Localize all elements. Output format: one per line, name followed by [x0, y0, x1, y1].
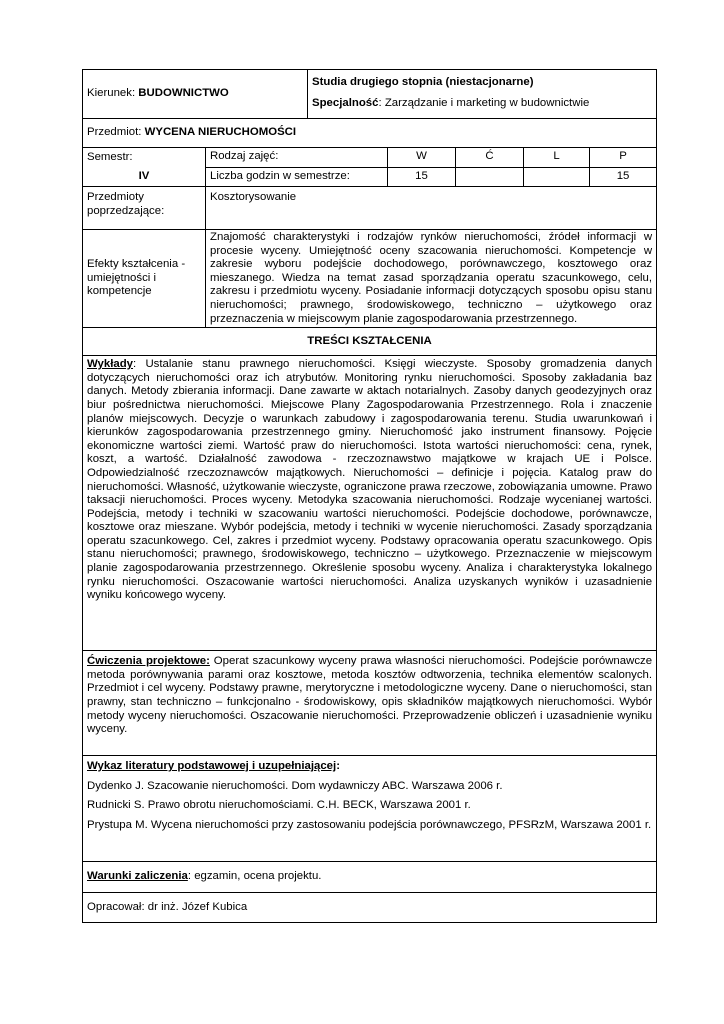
- przedmiot-label: Przedmiot:: [87, 126, 145, 139]
- rodzaj-zajec-label: Rodzaj zajęć:: [210, 150, 279, 163]
- poprzedzajace-value: Kosztorysowanie: [206, 187, 657, 230]
- col-w-header: W: [388, 148, 456, 168]
- semestr-value: IV: [83, 167, 206, 187]
- syllabus-table: [82, 69, 657, 923]
- hours-l: [524, 167, 590, 187]
- col-l-header: L: [524, 148, 590, 168]
- col-c-header: Ć: [456, 148, 524, 168]
- literatura-item: Rudnicki S. Prawo obrotu nieruchomościami. C.H. BECK, Warszawa 2001 r.: [87, 799, 471, 812]
- wyklady-row: [83, 356, 657, 651]
- literatura-item: Dydenko J. Szacowanie nieruchomości. Dom wydawniczy ABC. Warszawa 2006 r.: [87, 779, 503, 792]
- kierunek-cell: [83, 70, 308, 119]
- specjalnosc-line: [312, 97, 652, 111]
- wyklady-text: : Ustalanie stanu prawnego nieruchomości. Księgi wieczyste. Sposoby gromadzenia danych dotyczących nieruchomości oraz ich atrybutów. Monitoring rynku nieruchomości. Sposoby zakładania baz danych. Metody zbierania informacji. Dane zawarte w aktach notarialnych. Zasoby danych geodezyjnych oraz biur pośrednictwa nieruchomości. Miejscowe Plany Zagospodarowania Przestrzennego. Rola i znaczenie planów miejscowych. Decyzje o warunkach zabudowy i zagospodarowania terenu. Studia uwarunkowań i kierunków zagospodarowania przestrzennego gminy. Nieruchomość jako instrument finansowy. Pojęcie ekonomiczne wartości ziemi. Wartość praw do nieruchomości. Istota wartości nieruchomości: cena, rynek, koszt, a wartość. Działalność zawodowa - rzeczoznawstwo majątkowe w krajach UE i Polsce. Odpowiedzialność rzeczoznawców majątkowych. Nieruchomości – definicje i pojęcia. Katalog praw do nieruchomości. Własność, użytkowanie wieczyste, ograniczone prawa rzeczowe, zobowiązania umowne. Prawo taksacji nieruchomości. Proces wyceny. Metodyka szacowania nieruchomości. Rodzaje wycenianej wartości. Podejścia, metody i techniki w szacowaniu wartości nieruchomości. Podejście dochodowe, porównawcze, kosztowe oraz mieszane. Wybór podejścia, metody i techniki w wycenie nieruchomości. Zasady sporządzania operatu szacunkowego. Cel, zakres i przedmiot wyceny. Podstawy opracowania operatu szacunkowego. Opis stanu nieruchomości; prawnego, środowiskowego, techniczno – użytkowego. Przeznaczenie w miejscowym planie zagospodarowania przestrzennego. Określenie sposobu wyceny. Analiza i charakterystyka lokalnego rynku nieruchomości. Oszacowanie wartości nieruchomości. Analiza uzyskanych wyników i uzasadnienie wyniku końcowego wyceny.: [87, 358, 653, 602]
- wyklady-label: Wykłady: [87, 358, 134, 371]
- syllabus-table-wrapper: [82, 69, 656, 923]
- literatura-row: [83, 756, 657, 862]
- cwiczenia-cell: [83, 651, 657, 756]
- efekty-text: Znajomość charakterystyki i rodzajów rynków nieruchomości, źródeł informacji w procesie wyceny. Umiejętność oceny szacowania nieruchomości. Kompetencje w zakresie wyboru podejście dochodowego, porównawczego, kosztowego oraz mieszanego. Wiedza na temat zasad sporządzania operatu szacunkowego, celu, zakresu i przedmiotu wyceny. Posiadanie informacji dotyczących sposobu opisu stanu nieruchomości; prawnego, środowiskowego, techniczno – użytkowego oraz przeznaczenia w miejscowym planie zagospodarowania przestrzennego.: [206, 230, 657, 328]
- studia-cell: [308, 70, 657, 119]
- kierunek-value: BUDOWNICTWO: [138, 87, 229, 100]
- warunki-text: : egzamin, ocena projektu.: [187, 870, 322, 883]
- hours-c: [456, 167, 524, 187]
- studia-title: Studia drugiego stopnia (niestacjonarne): [312, 76, 534, 88]
- specjalnosc-value: : Zarządzanie i marketing w budownictwie: [378, 96, 590, 109]
- poprzedzajace-label: Przedmioty poprzedzające:: [83, 187, 206, 230]
- warunki-cell: [83, 862, 657, 893]
- hours-w: 15: [388, 167, 456, 187]
- warunki-label: Warunki zaliczenia: [87, 870, 188, 883]
- hours-p: 15: [590, 167, 657, 187]
- semestr-label-cell: [83, 148, 206, 168]
- semestr-row-1: [83, 148, 657, 168]
- tresci-row: [83, 328, 657, 356]
- specjalnosc-label: Specjalność: [312, 96, 379, 109]
- cwiczenia-label: Ćwiczenia projektowe:: [87, 655, 210, 668]
- przedmiot-cell: [83, 119, 657, 148]
- semestr-row-2: [83, 167, 657, 187]
- literatura-item: Prystupa M. Wycena nieruchomości przy zastosowaniu podejścia porównawczego, PFSRzM, Warszawa 2001 r.: [87, 818, 652, 831]
- poprzedzajace-row: [83, 187, 657, 230]
- efekty-label: Efekty kształcenia - umiejętności i kompetencje: [83, 230, 206, 328]
- rodzaj-zajec-cell: [206, 148, 388, 168]
- literatura-label: Wykaz literatury podstawowej i uzupełniającej: [87, 760, 337, 773]
- przedmiot-row: [83, 119, 657, 148]
- opracowal-cell: Opracował: dr inż. Józef Kubica: [83, 893, 657, 923]
- col-p-header: P: [590, 148, 657, 168]
- liczba-godzin-cell: [206, 167, 388, 187]
- wyklady-cell: [83, 356, 657, 651]
- semestr-label: Semestr:: [87, 150, 133, 163]
- tresci-heading: TREŚCI KSZTAŁCENIA: [83, 328, 657, 356]
- warunki-row: [83, 862, 657, 893]
- efekty-row: [83, 230, 657, 328]
- cwiczenia-row: [83, 651, 657, 756]
- literatura-cell: [83, 756, 657, 862]
- header-row: [83, 70, 657, 119]
- liczba-godzin-label: Liczba godzin w semestrze:: [210, 169, 350, 182]
- cwiczenia-text: Operat szacunkowy wyceny prawa własności nieruchomości. Podejście porównawcze metoda porównywania parami oraz kosztowe, metoda kosztów odtworzenia, technika elementów scalonych. Przedmiot i cel wyceny. Podstawy prawne, merytoryczne i metodologiczne wyceny. Dane o nieruchomości, stan prawny, stan techniczno – funkcjonalno - środowiskowy, opis składników majątkowych nieruchomości. Wybór metody wyceny nieruchomości. Oszacowanie nieruchomości. Przeprowadzenie obliczeń i uzasadnienie wyniku wyceny.: [87, 655, 653, 736]
- literatura-colon: :: [336, 760, 340, 773]
- opracowal-row: [83, 893, 657, 923]
- literatura-heading: [87, 760, 652, 774]
- kierunek-label: Kierunek:: [87, 87, 139, 100]
- przedmiot-value: WYCENA NIERUCHOMOŚCI: [144, 126, 297, 139]
